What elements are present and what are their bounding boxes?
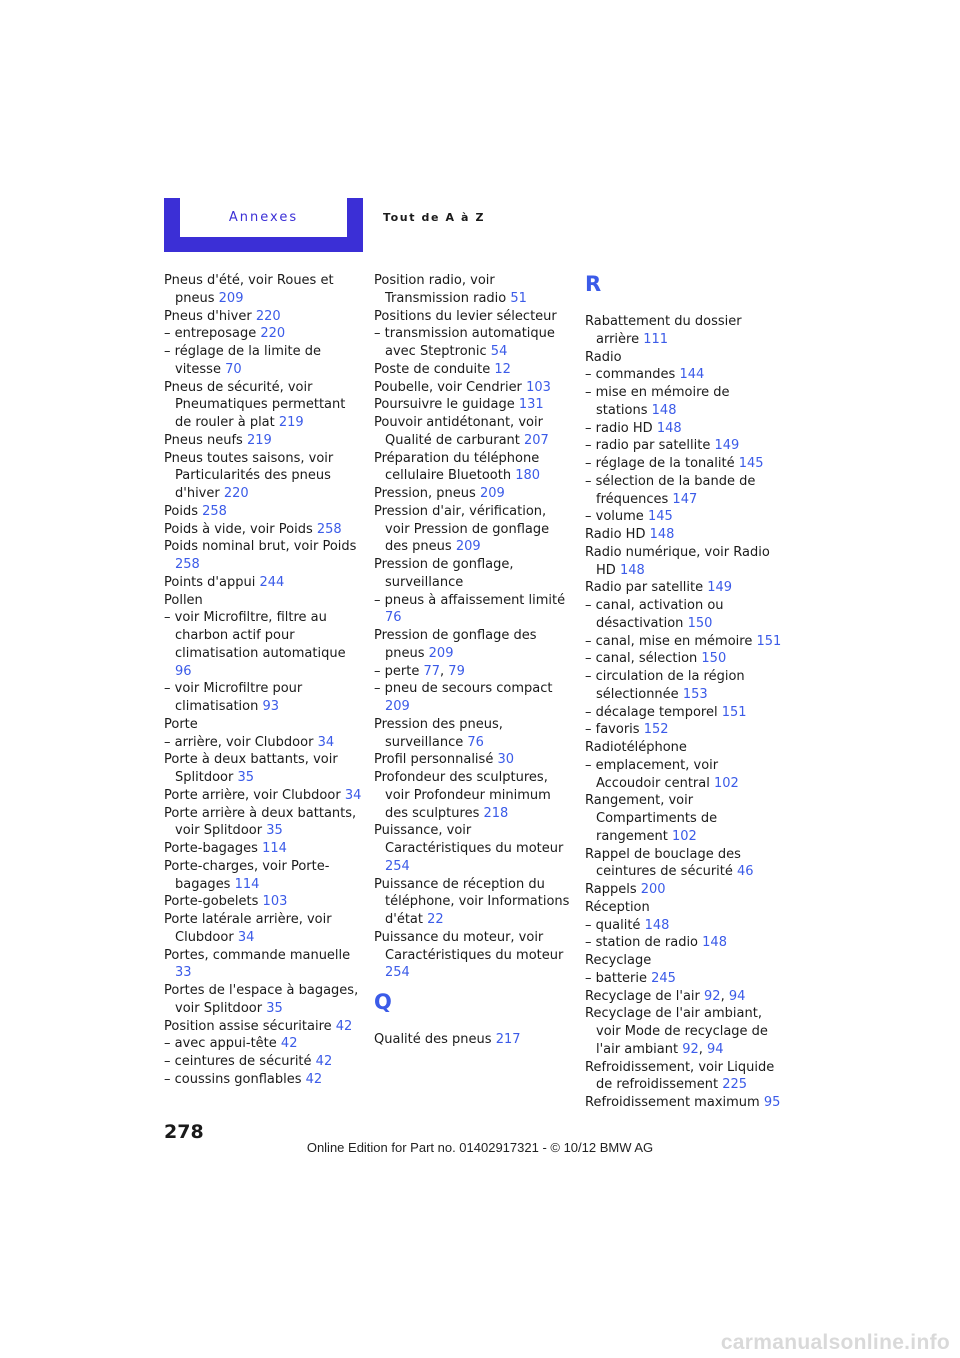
index-entry xyxy=(374,592,574,628)
index-term: Qualité des pneus xyxy=(374,1032,492,1047)
index-term: Poursuivre le guidage xyxy=(374,397,515,413)
index-term: Réception xyxy=(585,899,650,915)
index-term: Recyclage xyxy=(585,953,652,968)
page-link[interactable]: 149 xyxy=(707,580,733,596)
page-link[interactable]: 258 xyxy=(316,521,342,537)
page-link[interactable]: 42 xyxy=(315,1054,333,1069)
index-term: Poids nominal brut, voir Poids xyxy=(164,539,357,555)
index-term: Porte arrière, voir Clubdoor xyxy=(164,787,341,803)
index-entry xyxy=(585,917,785,935)
index-entry xyxy=(164,432,364,450)
page-link[interactable]: 114 xyxy=(234,876,260,892)
index-entry xyxy=(164,325,364,343)
index-term: Rappels xyxy=(585,882,637,897)
index-term: Pollen xyxy=(164,592,203,608)
index-column-1 xyxy=(164,272,364,1089)
index-term: Refroidissement, voir Liquide de refroidissement xyxy=(585,1059,775,1093)
page-link[interactable]: 22 xyxy=(427,912,444,927)
index-entry xyxy=(164,308,364,326)
index-entry xyxy=(585,349,785,367)
index-term: Porte xyxy=(164,716,198,732)
page-number: 278 xyxy=(164,1121,204,1143)
index-entry xyxy=(374,1031,574,1049)
page-link[interactable]: 94 xyxy=(707,1041,724,1057)
index-term: – qualité xyxy=(585,917,641,933)
index-entry xyxy=(164,1071,364,1089)
index-term: Recyclage de l'air ambiant, voir Mode de recyclage de l'air ambiant xyxy=(585,1006,768,1057)
page-link[interactable]: 200 xyxy=(640,882,666,897)
index-term: – voir Microfiltre, filtre au charbon actif pour climatisation automatique xyxy=(164,610,346,661)
page-link[interactable]: 93 xyxy=(262,699,280,714)
page-link[interactable]: 79 xyxy=(448,663,465,679)
page-link[interactable]: 180 xyxy=(515,468,541,484)
index-entry xyxy=(164,982,364,1018)
index-term: Position radio, voir Transmission radio xyxy=(374,273,507,306)
index-term: – arrière, voir Clubdoor xyxy=(164,734,314,750)
page-link[interactable]: 96 xyxy=(175,663,192,679)
index-term: Rangement, voir Compartiments de rangement xyxy=(585,793,718,844)
page-link[interactable]: 131 xyxy=(518,397,544,413)
index-entry xyxy=(374,627,574,663)
page-link[interactable]: 245 xyxy=(651,970,676,986)
index-term: Radio xyxy=(585,349,622,365)
index-entry xyxy=(585,313,785,349)
page-link[interactable]: 42 xyxy=(335,1018,353,1034)
index-term: – coussins gonflables xyxy=(164,1071,302,1087)
index-term: – batterie xyxy=(585,970,647,986)
page-link[interactable]: 153 xyxy=(682,686,708,702)
page-link[interactable]: 35 xyxy=(266,823,283,839)
page-link[interactable]: 207 xyxy=(524,432,549,448)
index-term: Pression de gonflage, surveillance xyxy=(374,557,514,590)
index-entry xyxy=(374,325,574,361)
index-term: Radio HD xyxy=(585,527,646,542)
index-entry xyxy=(585,384,785,420)
page-link[interactable]: 150 xyxy=(701,651,727,667)
page-link[interactable]: 218 xyxy=(483,805,509,821)
page-link[interactable]: 70 xyxy=(225,361,242,377)
page-link[interactable]: 114 xyxy=(262,841,287,856)
index-entry xyxy=(374,929,574,982)
index-term: Recyclage de l'air xyxy=(585,988,700,1004)
page-link[interactable]: 209 xyxy=(218,290,244,306)
page-link[interactable]: 95 xyxy=(763,1095,781,1110)
index-entry xyxy=(585,792,785,845)
index-term: Porte-charges, voir Porte-bagages xyxy=(164,858,330,892)
page-link[interactable]: 148 xyxy=(649,527,675,542)
index-entry xyxy=(585,633,785,651)
page-link[interactable]: 225 xyxy=(722,1077,748,1093)
index-entry xyxy=(164,858,364,894)
index-entry xyxy=(585,544,785,580)
index-entry: Recyclage de l'air 92, 94 xyxy=(585,988,746,1004)
index-term: Préparation du téléphone cellulaire Bluetooth xyxy=(374,450,540,484)
index-term: – voir Microfiltre pour climatisation xyxy=(164,681,303,714)
page-link[interactable]: 54 xyxy=(490,344,508,359)
index-entry xyxy=(164,272,364,308)
index-entry xyxy=(585,1094,785,1112)
page-link[interactable]: 150 xyxy=(687,615,713,631)
index-term: – radio par satellite xyxy=(585,438,711,454)
index-entry xyxy=(164,751,364,787)
letter-heading: R xyxy=(585,272,602,296)
index-term: – ceintures de sécurité xyxy=(164,1054,312,1069)
index-entry xyxy=(585,526,785,544)
page-link[interactable]: 92 xyxy=(682,1041,699,1057)
index-entry xyxy=(585,1059,785,1095)
page-link[interactable]: 219 xyxy=(278,415,304,430)
index-term: – canal, activation ou désactivation xyxy=(585,598,724,631)
index-entry xyxy=(585,597,785,633)
index-term: Radiotéléphone xyxy=(585,740,687,755)
index-term: Pneus toutes saisons, voir Particularités des pneus d'hiver xyxy=(164,450,334,501)
index-term: Profondeur des sculptures, voir Profondeur minimum des sculptures xyxy=(374,770,551,821)
index-entry xyxy=(585,437,785,455)
index-entry xyxy=(164,1053,364,1071)
index-entry xyxy=(164,805,364,841)
index-term: – pneus à affaissement limité xyxy=(374,592,566,608)
index-term: Pouvoir antidétonant, voir Qualité de carburant xyxy=(374,415,543,448)
page-link[interactable]: 76 xyxy=(467,734,484,750)
index-entry xyxy=(374,556,574,592)
page-link[interactable]: 30 xyxy=(497,752,515,768)
page-link[interactable]: 148 xyxy=(644,917,670,933)
index-term: – sélection de la bande de fréquences xyxy=(585,473,756,507)
index-entry xyxy=(164,574,364,592)
page-link[interactable]: 102 xyxy=(714,775,739,791)
index-entry: Recyclage de l'air ambiant, voir Mode de recyclage de l'air ambiant 92, 94 xyxy=(585,1006,768,1057)
index-term: Poste de conduite xyxy=(374,361,491,377)
index-entry xyxy=(585,668,785,704)
index-entry xyxy=(585,579,785,597)
index-entry xyxy=(164,450,364,503)
index-entry xyxy=(585,508,785,526)
index-entry xyxy=(585,739,785,757)
letter-heading: Q xyxy=(374,990,392,1014)
index-term: Puissance du moteur, voir Caractéristiques du moteur xyxy=(374,929,564,963)
index-term: Radio par satellite xyxy=(585,580,704,596)
index-term: – pneu de secours compact xyxy=(374,681,553,697)
index-entry xyxy=(585,881,785,899)
index-entry xyxy=(585,473,785,509)
page-link[interactable]: 254 xyxy=(385,965,410,981)
index-term: – avec appui-tête xyxy=(164,1036,277,1052)
page-link[interactable]: 51 xyxy=(510,290,527,306)
index-entry xyxy=(585,420,785,438)
index-entry xyxy=(374,751,574,769)
page-link[interactable]: 94 xyxy=(728,988,746,1004)
page-link[interactable]: 209 xyxy=(455,539,481,555)
index-term: Porte à deux battants, voir Splitdoor xyxy=(164,752,338,785)
index-entry xyxy=(164,840,364,858)
index-entry xyxy=(374,396,574,414)
page-link[interactable]: 148 xyxy=(656,420,682,436)
index-entry xyxy=(164,592,364,610)
index-term: – volume xyxy=(585,509,644,525)
page-link[interactable]: 219 xyxy=(246,432,272,448)
page-link[interactable]: 103 xyxy=(526,379,551,395)
index-term: Rappel de bouclage des ceintures de sécurité xyxy=(585,846,741,880)
index-term: – réglage de la tonalité xyxy=(585,456,735,471)
index-entry xyxy=(164,521,364,539)
index-term: – entreposage xyxy=(164,326,257,342)
page-link[interactable]: 35 xyxy=(266,1000,283,1016)
index-term: Portes, commande manuelle xyxy=(164,947,351,963)
index-entry xyxy=(585,952,785,970)
page-link[interactable]: 209 xyxy=(385,699,410,714)
index-term: Pression de gonflage des pneus xyxy=(374,628,537,661)
index-entry xyxy=(164,609,364,680)
index-entry xyxy=(164,1018,364,1036)
index-entry xyxy=(164,734,364,752)
page-link[interactable]: 76 xyxy=(385,610,402,626)
index-entry xyxy=(164,1035,364,1053)
index-term: Poubelle, voir Cendrier xyxy=(374,379,522,395)
index-term: Points d'appui xyxy=(164,574,256,590)
index-entry xyxy=(164,379,364,432)
page-link[interactable]: 42 xyxy=(305,1071,323,1087)
index-entry xyxy=(164,893,364,911)
page-link[interactable]: 144 xyxy=(679,367,705,383)
page-link[interactable]: 102 xyxy=(671,828,697,844)
index-entry xyxy=(164,343,364,379)
page-link[interactable]: 258 xyxy=(202,503,227,519)
page-link[interactable]: 34 xyxy=(344,787,362,803)
index-term: – circulation de la région sélectionnée xyxy=(585,669,745,702)
index-term: Porte-gobelets xyxy=(164,894,259,910)
index-entry xyxy=(585,757,785,793)
index-entry xyxy=(374,769,574,822)
index-entry xyxy=(585,721,785,739)
page-link[interactable]: 34 xyxy=(317,734,335,750)
index-entry xyxy=(374,485,574,503)
index-term: Pneus d'été, voir Roues et pneus xyxy=(164,273,334,306)
index-entry xyxy=(585,934,785,952)
index-term: Puissance, voir Caractéristiques du moteur xyxy=(374,823,564,856)
page-link[interactable]: 12 xyxy=(494,361,511,377)
index-entry xyxy=(585,899,785,917)
page-link[interactable]: 220 xyxy=(255,308,281,324)
index-term: Pression, pneus xyxy=(374,486,476,501)
index-term: Position assise sécuritaire xyxy=(164,1018,332,1034)
page-link[interactable]: 46 xyxy=(737,864,754,880)
page-link[interactable]: 34 xyxy=(237,929,255,945)
page-link[interactable]: 149 xyxy=(714,438,740,454)
index-term: – station de radio xyxy=(585,935,699,951)
index-entry xyxy=(585,846,785,882)
index-entry xyxy=(374,680,574,716)
page-link[interactable]: 151 xyxy=(721,704,747,720)
index-entry xyxy=(164,503,364,521)
section-label: Annexes xyxy=(228,210,299,225)
index-entry xyxy=(585,366,785,384)
index-term: – perte xyxy=(374,663,420,679)
index-entry xyxy=(164,911,364,947)
index-entry xyxy=(585,704,785,722)
page-link[interactable]: 254 xyxy=(385,858,410,874)
page-link[interactable]: 147 xyxy=(672,491,698,507)
index-term: – canal, sélection xyxy=(585,651,698,667)
index-term: – radio HD xyxy=(585,420,653,436)
footer-edition: Online Edition for Part no. 01402917321 - © 10/12 BMW AG xyxy=(306,1140,654,1155)
index-column-2 xyxy=(374,272,574,1049)
index-term: Porte-bagages xyxy=(164,841,258,856)
index-column-3 xyxy=(585,272,785,1112)
index-term: Poids à vide, voir Poids xyxy=(164,521,313,537)
index-term: – réglage de la limite de vitesse xyxy=(164,344,321,377)
index-entry: – perte 77, 79 xyxy=(374,663,465,679)
index-entry xyxy=(374,822,574,875)
index-entry xyxy=(374,361,574,379)
index-entry xyxy=(164,947,364,983)
index-entry xyxy=(164,538,364,574)
page-link[interactable]: 42 xyxy=(280,1036,298,1052)
index-term: Puissance de réception du téléphone, voir Informations d'état xyxy=(374,876,570,927)
index-term: Refroidissement maximum xyxy=(585,1095,760,1110)
index-term: Rabattement du dossier arrière xyxy=(585,314,742,347)
index-term: – transmission automatique avec Steptronic xyxy=(374,326,555,359)
index-term: Porte latérale arrière, voir Clubdoor xyxy=(164,912,332,945)
page-link[interactable]: 151 xyxy=(756,633,782,649)
index-entry xyxy=(374,272,574,308)
index-term: – emplacement, voir Accoudoir central xyxy=(585,757,719,791)
index-entry xyxy=(374,308,574,326)
page-link[interactable]: 77 xyxy=(423,663,441,679)
index-entry xyxy=(374,716,574,752)
page-link[interactable]: 33 xyxy=(175,965,192,981)
page-link[interactable]: 209 xyxy=(479,486,505,501)
page-link[interactable]: 145 xyxy=(738,456,764,471)
index-entry xyxy=(585,970,785,988)
index-term: – canal, mise en mémoire xyxy=(585,633,753,649)
page-link[interactable]: 217 xyxy=(495,1032,521,1047)
chapter-title: Tout de A à Z xyxy=(383,211,486,224)
page-link[interactable]: 220 xyxy=(223,486,249,501)
page-link[interactable]: 209 xyxy=(428,645,454,661)
page-link[interactable]: 92 xyxy=(704,988,721,1004)
index-term: Pneus de sécurité, voir Pneumatiques permettant de rouler à plat xyxy=(164,379,346,430)
page-link[interactable]: 103 xyxy=(262,894,288,910)
index-entry xyxy=(164,680,364,716)
page-link[interactable]: 244 xyxy=(259,574,285,590)
section-tab xyxy=(164,198,363,252)
index-term: Profil personnalisé xyxy=(374,752,494,768)
watermark: carmanualsonline.info xyxy=(720,1331,950,1354)
index-term: Positions du levier sélecteur xyxy=(374,308,557,324)
index-term: – commandes xyxy=(585,367,676,383)
index-entry xyxy=(374,503,574,556)
section-tab-inner xyxy=(180,198,347,237)
index-term: Pneus d'hiver xyxy=(164,308,252,324)
index-term: Portes de l'espace à bagages, voir Splitdoor xyxy=(164,983,359,1016)
index-entry xyxy=(374,450,574,486)
index-term: Porte arrière à deux battants, voir Splitdoor xyxy=(164,805,357,839)
page-link[interactable]: 148 xyxy=(651,402,677,418)
index-term: Radio numérique, voir Radio HD xyxy=(585,544,770,578)
index-term: – décalage temporel xyxy=(585,704,718,720)
index-term: – mise en mémoire de stations xyxy=(585,385,730,418)
index-entry xyxy=(374,414,574,450)
index-term: – favoris xyxy=(585,722,640,738)
page-link[interactable]: 152 xyxy=(643,722,669,738)
page-link[interactable]: 220 xyxy=(260,326,286,342)
page-link[interactable]: 258 xyxy=(175,557,200,572)
index-term: Pneus neufs xyxy=(164,432,243,448)
page-link[interactable]: 145 xyxy=(647,509,673,525)
index-entry xyxy=(164,787,364,805)
index-entry xyxy=(374,379,574,397)
index-entry xyxy=(164,716,364,734)
index-entry xyxy=(374,876,574,929)
index-term: Pression des pneus, surveillance xyxy=(374,716,503,750)
page-link[interactable]: 148 xyxy=(702,935,727,951)
index-term: Pression d'air, vérification, voir Pression de gonflage des pneus xyxy=(374,503,550,555)
page-link[interactable]: 148 xyxy=(619,562,645,578)
index-term: Poids xyxy=(164,503,198,519)
index-entry xyxy=(585,650,785,668)
page-link[interactable]: 35 xyxy=(237,770,255,785)
index-entry xyxy=(585,455,785,473)
page-link[interactable]: 111 xyxy=(643,331,669,347)
